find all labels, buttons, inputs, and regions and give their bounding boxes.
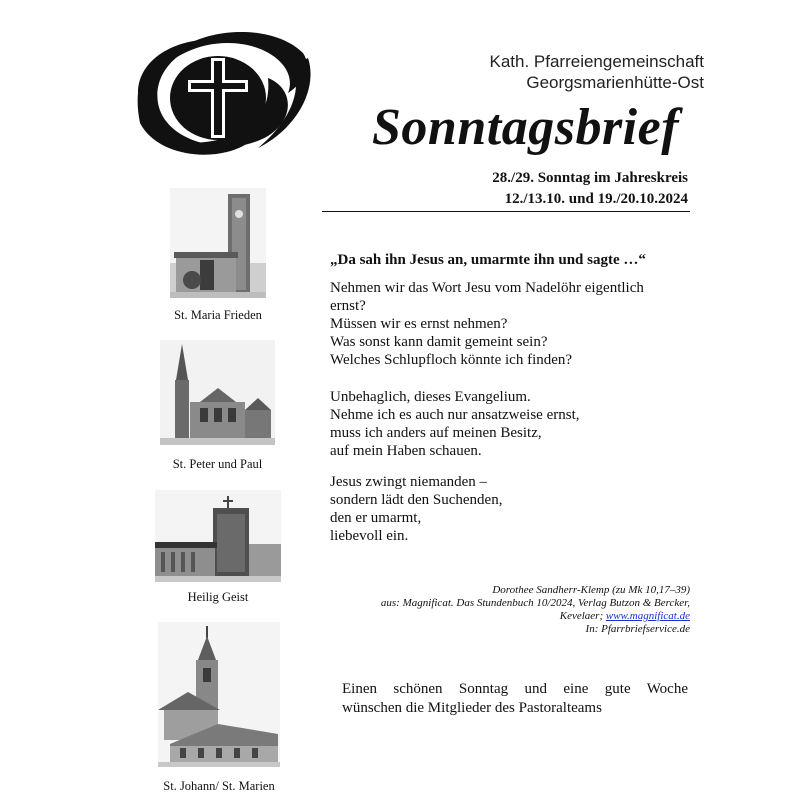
text-line: Unbehaglich, dieses Evangelium. bbox=[330, 389, 531, 405]
text-line: Jesus zwingt niemanden – bbox=[330, 474, 488, 490]
closing-line2: wünschen die Mitglieder des Pastoralteams bbox=[342, 700, 602, 716]
paragraph-3 bbox=[330, 473, 690, 545]
source-service: In: Pfarrbriefservice.de bbox=[585, 623, 690, 635]
page-title: Sonntagsbrief bbox=[372, 99, 680, 156]
text-line: ernst? bbox=[330, 298, 366, 314]
paragraph-1 bbox=[330, 279, 690, 369]
church-photo-st-maria-frieden bbox=[170, 188, 266, 298]
text-line: Nehmen wir das Wort Jesu vom Nadelöhr eigentlich bbox=[330, 280, 644, 296]
church-photo-st-johann-st-marien bbox=[158, 622, 280, 767]
text-line: Nehme ich es auch nur ansatzweise ernst, bbox=[330, 407, 580, 423]
text-line: Müssen wir es ernst nehmen? bbox=[330, 316, 508, 332]
church-label-st-maria-frieden: St. Maria Frieden bbox=[174, 308, 262, 322]
church-photo-heilig-geist bbox=[155, 490, 281, 582]
paragraph-2 bbox=[330, 388, 690, 460]
closing-line1: Einen schönen Sonntag und eine gute Woche bbox=[342, 681, 688, 697]
date-line2: 12./13.10. und 19./20.10.2024 bbox=[504, 191, 688, 207]
church-label-heilig-geist: Heilig Geist bbox=[187, 590, 249, 604]
text-line: sondern lädt den Suchenden, bbox=[330, 492, 503, 508]
text-line: muss ich anders auf meinen Besitz, bbox=[330, 425, 542, 441]
cross-in-circle-logo-icon bbox=[118, 18, 318, 168]
closing-greeting bbox=[342, 680, 688, 718]
org-name-line2: Georgsmarienhütte-Ost bbox=[526, 73, 704, 92]
text-line: Was sonst kann damit gemeint sein? bbox=[330, 334, 548, 350]
text-line: liebevoll ein. bbox=[330, 528, 409, 544]
source-publisher-line bbox=[381, 610, 690, 623]
source-publication: aus: Magnificat. Das Stundenbuch 10/2024, Verlag Butzon & Bercker, bbox=[380, 597, 690, 609]
magnificat-link[interactable]: www.magnificat.de bbox=[605, 610, 690, 622]
text-line: den er umarmt, bbox=[330, 510, 422, 526]
gospel-quote: „Da sah ihn Jesus an, umarmte ihn und sagte …“ bbox=[330, 252, 646, 268]
text-line: Welches Schlupfloch könnte ich finden? bbox=[330, 352, 573, 368]
church-label-st-peter-und-paul: St. Peter und Paul bbox=[172, 457, 263, 471]
header-divider bbox=[322, 211, 690, 212]
text-line: auf mein Haben schauen. bbox=[330, 443, 482, 459]
church-label-st-johann-st-marien: St. Johann/ St. Marien bbox=[163, 779, 275, 793]
source-author: Dorothee Sandherr-Klemp (zu Mk 10,17–39) bbox=[492, 584, 690, 596]
org-name-line1: Kath. Pfarreiengemeinschaft bbox=[489, 52, 704, 71]
church-photo-st-peter-und-paul bbox=[160, 340, 275, 445]
source-place: Kevelaer; bbox=[559, 610, 606, 622]
date-line1: 28./29. Sonntag im Jahreskreis bbox=[492, 170, 688, 186]
source-citation bbox=[381, 584, 690, 636]
